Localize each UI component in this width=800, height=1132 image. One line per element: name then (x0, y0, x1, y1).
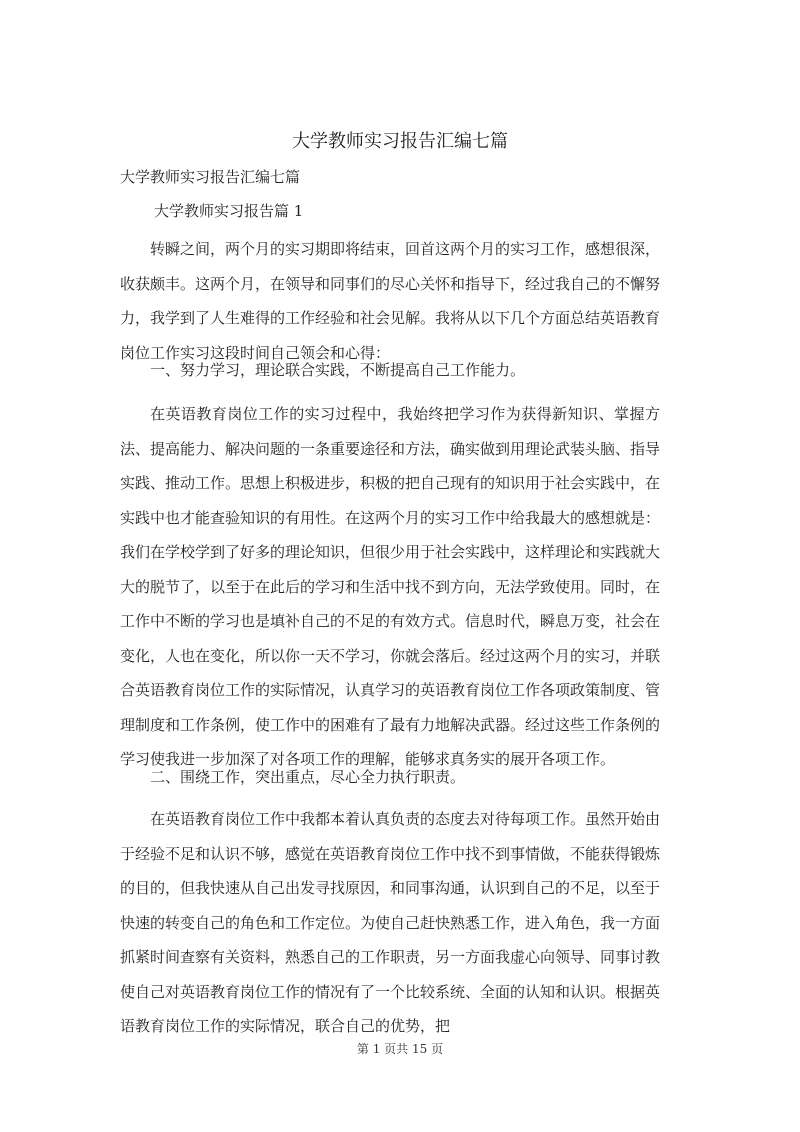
paragraph-intro: 转瞬之间，两个月的实习期即将结束，回首这两个月的实习工作，感想很深，收获颇丰。这两个月，在领导和同事们的尽心关怀和指导下，经过我自己的不懈努力，我学到了人生难得的工作经验和社会见解。我将从以下几个方面总结英语教育岗位工作实习这段时间自己领会和心得： (120, 240, 661, 362)
section-heading-2: 二、围绕工作，突出重点，尽心全力执行职责。 (150, 768, 466, 786)
page-footer: 第 1 页共 15 页 (356, 1042, 444, 1056)
document-title: 大学教师实习报告汇编七篇 (292, 131, 508, 152)
paragraph-study: 在英语教育岗位工作的实习过程中，我始终把学习作为获得新知识、掌握方法、提高能力、解决问题的一条重要途径和方法，确实做到用理论武装头脑、指导实践、推动工作。思想上积极进步，积极的把自己现有的知识用于社会实践中，在实践中也才能查验知识的有用性。在这两个月的实习工作中给我最大的感想就是：我们在学校学到了好多的理论知识，但很少用于社会实践中，这样理论和实践就大大的脱节了，以至于在此后的学习和生活中找不到方向，无法学致使用。同时，在工作中不断的学习也是填补自己的不足的有效方式。信息时代，瞬息万变，社会在变化，人也在变化，所以你一天不学习，你就会落后。经过这两个月的实习，并联合英语教育岗位工作的实际情况，认真学习的英语教育岗位工作各项政策制度、管理制度和工作条例，使工作中的困难有了最有力地解决武器。经过这些工作条例的学习使我进一步加深了对各项工作的理解，能够求真务实的展开各项工作。 (120, 405, 661, 768)
paragraph-work: 在英语教育岗位工作中我都本着认真负责的态度去对待每项工作。虽然开始由于经验不足和认识不够，感觉在英语教育岗位工作中找不到事情做，不能获得锻炼的目的，但我快速从自己出发寻找原因，和同事沟通，认识到自己的不足，以至于快速的转变自己的角色和工作定位。为使自己赶快熟悉工作，进入角色，我一方面抓紧时间查察有关资料，熟悉自己的工作职责，另一方面我虚心向领导、同事讨教使自己对英语教育岗位工作的情况有了一个比较系统、全面的认知和认识。根据英语教育岗位工作的实际情况，联合自己的优势，把 (120, 810, 661, 1035)
section-heading-1: 一、努力学习，理论联合实践，不断提高自己工作能力。 (150, 361, 526, 379)
document-subtitle: 大学教师实习报告汇编七篇 (120, 168, 301, 186)
part-heading: 大学教师实习报告篇 1 (154, 202, 304, 220)
